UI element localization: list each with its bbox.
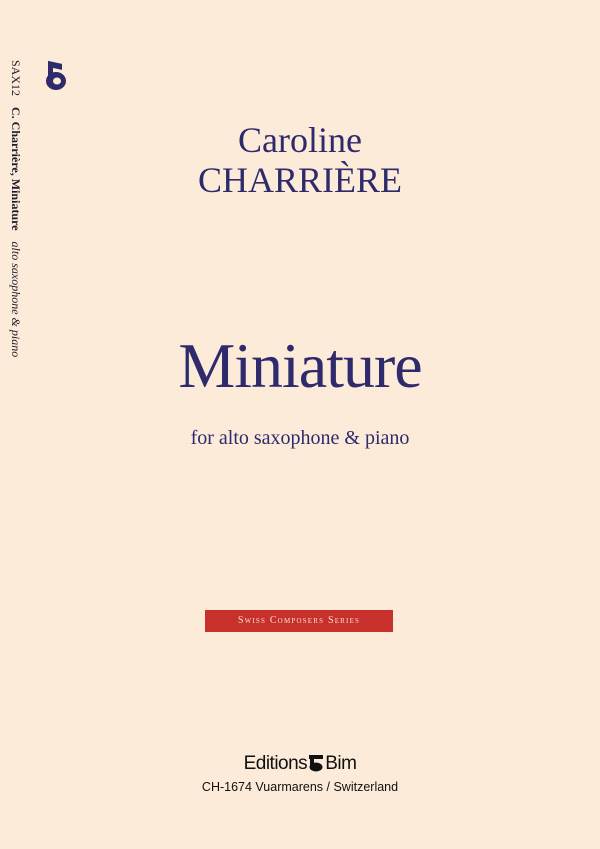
publisher-address: CH-1674 Vuarmarens / Switzerland — [201, 780, 399, 794]
publisher-name-part1: Editions — [243, 753, 308, 774]
work-instrumentation: for alto saxophone & piano — [190, 427, 410, 449]
bim-note-icon — [308, 754, 324, 772]
spine-title: C. Charrière, Miniature — [9, 107, 23, 231]
publisher-name-part2: Bim — [325, 753, 357, 774]
spine-text — [6, 60, 26, 360]
composer-first-name: Caroline — [238, 120, 362, 160]
spine-instrumentation: alto saxophone & piano — [9, 241, 23, 358]
publisher-name — [0, 752, 600, 776]
series-badge: Swiss Composers Series — [205, 610, 393, 632]
catalog-code: SAX12 — [9, 60, 23, 97]
publisher-logo-icon — [44, 58, 68, 92]
work-title: Miniature — [178, 330, 422, 401]
composer-last-name: CHARRIÈRE — [197, 160, 402, 200]
